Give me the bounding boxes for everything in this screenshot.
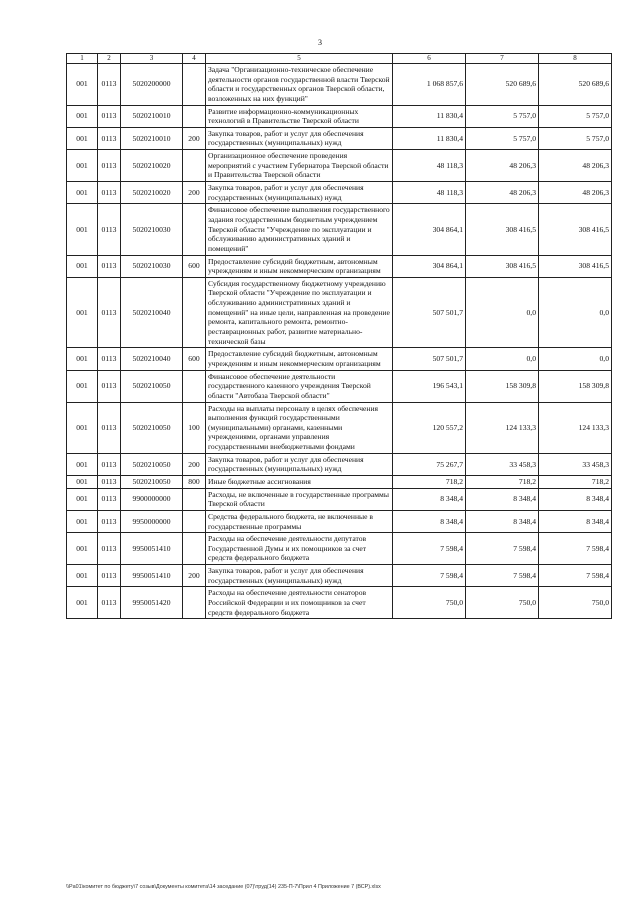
amount-col7-cell: 48 206,3 bbox=[466, 150, 539, 182]
table-row bbox=[67, 475, 612, 488]
table-row bbox=[67, 370, 612, 402]
section-code-cell: 0113 bbox=[98, 182, 121, 204]
target-article-cell: 5020210030 bbox=[121, 255, 183, 277]
admin-code-cell: 001 bbox=[67, 587, 98, 619]
section-code-cell: 0113 bbox=[98, 64, 121, 106]
expense-type-cell bbox=[183, 150, 206, 182]
expense-type-cell: 200 bbox=[183, 565, 206, 587]
table-row bbox=[67, 127, 612, 149]
amount-col7-cell: 8 348,4 bbox=[466, 488, 539, 510]
amount-col7-cell: 308 416,5 bbox=[466, 255, 539, 277]
table-row bbox=[67, 64, 612, 106]
admin-code-cell: 001 bbox=[67, 475, 98, 488]
page-number: 3 bbox=[318, 38, 322, 47]
admin-code-cell: 001 bbox=[67, 533, 98, 565]
section-code-cell: 0113 bbox=[98, 402, 121, 453]
amount-col6-cell: 48 118,3 bbox=[393, 182, 466, 204]
target-article-cell: 5020210010 bbox=[121, 127, 183, 149]
section-code-cell: 0113 bbox=[98, 277, 121, 347]
description-cell: Организационное обеспечение проведения мероприятий с участием Губернатора Тверской области и Правительства Тверской области bbox=[206, 150, 393, 182]
amount-col6-cell: 11 830,4 bbox=[393, 105, 466, 127]
expense-type-cell bbox=[183, 370, 206, 402]
amount-col7-cell: 124 133,3 bbox=[466, 402, 539, 453]
description-cell: Развитие информационно-коммуникационных технологий в Правительстве Тверской области bbox=[206, 105, 393, 127]
header-cell: 1 bbox=[67, 54, 98, 64]
header-cell: 7 bbox=[466, 54, 539, 64]
description-cell: Иные бюджетные ассигнования bbox=[206, 475, 393, 488]
amount-col7-cell: 33 458,3 bbox=[466, 453, 539, 475]
table-row bbox=[67, 453, 612, 475]
amount-col8-cell: 750,0 bbox=[539, 587, 612, 619]
amount-col6-cell: 75 267,7 bbox=[393, 453, 466, 475]
amount-col6-cell: 11 830,4 bbox=[393, 127, 466, 149]
description-cell: Закупка товаров, работ и услуг для обеспечения государственных (муниципальных) нужд bbox=[206, 182, 393, 204]
description-cell: Финансовое обеспечение деятельности государственного казенного учреждения Тверской области "Автобаза Тверской области" bbox=[206, 370, 393, 402]
amount-col6-cell: 7 598,4 bbox=[393, 565, 466, 587]
description-cell: Задача "Организационно-техническое обеспечение деятельности органов государственной власти Тверской области и государственных органов Тверской области, возложенных на них функций" bbox=[206, 64, 393, 106]
table-row bbox=[67, 277, 612, 347]
target-article-cell: 9950051420 bbox=[121, 587, 183, 619]
amount-col7-cell: 0,0 bbox=[466, 348, 539, 370]
target-article-cell: 5020210030 bbox=[121, 204, 183, 255]
expense-type-cell bbox=[183, 277, 206, 347]
table-row bbox=[67, 204, 612, 255]
expense-type-cell bbox=[183, 64, 206, 106]
header-cell: 6 bbox=[393, 54, 466, 64]
amount-col6-cell: 8 348,4 bbox=[393, 488, 466, 510]
amount-col7-cell: 308 416,5 bbox=[466, 204, 539, 255]
amount-col8-cell: 0,0 bbox=[539, 348, 612, 370]
header-cell: 4 bbox=[183, 54, 206, 64]
description-cell: Закупка товаров, работ и услуг для обеспечения государственных (муниципальных) нужд bbox=[206, 127, 393, 149]
section-code-cell: 0113 bbox=[98, 370, 121, 402]
budget-table bbox=[66, 53, 612, 619]
amount-col8-cell: 5 757,0 bbox=[539, 127, 612, 149]
amount-col7-cell: 48 206,3 bbox=[466, 182, 539, 204]
admin-code-cell: 001 bbox=[67, 150, 98, 182]
amount-col8-cell: 308 416,5 bbox=[539, 204, 612, 255]
expense-type-cell: 200 bbox=[183, 127, 206, 149]
expense-type-cell: 200 bbox=[183, 182, 206, 204]
expense-type-cell bbox=[183, 510, 206, 532]
description-cell: Расходы на выплаты персоналу в целях обеспечения выполнения функций государственными (муниципальными) органами, казенными учреждениями, органами управления государственными внебюджетными фондами bbox=[206, 402, 393, 453]
amount-col6-cell: 304 864,1 bbox=[393, 255, 466, 277]
admin-code-cell: 001 bbox=[67, 255, 98, 277]
amount-col8-cell: 124 133,3 bbox=[539, 402, 612, 453]
amount-col7-cell: 158 309,8 bbox=[466, 370, 539, 402]
table-row bbox=[67, 533, 612, 565]
admin-code-cell: 001 bbox=[67, 64, 98, 106]
amount-col7-cell: 520 689,6 bbox=[466, 64, 539, 106]
table-header-row bbox=[67, 54, 612, 64]
table-row bbox=[67, 402, 612, 453]
admin-code-cell: 001 bbox=[67, 182, 98, 204]
section-code-cell: 0113 bbox=[98, 510, 121, 532]
amount-col8-cell: 33 458,3 bbox=[539, 453, 612, 475]
target-article-cell: 5020210020 bbox=[121, 182, 183, 204]
amount-col6-cell: 750,0 bbox=[393, 587, 466, 619]
amount-col6-cell: 120 557,2 bbox=[393, 402, 466, 453]
amount-col8-cell: 7 598,4 bbox=[539, 533, 612, 565]
target-article-cell: 9950051410 bbox=[121, 565, 183, 587]
amount-col6-cell: 718,2 bbox=[393, 475, 466, 488]
section-code-cell: 0113 bbox=[98, 565, 121, 587]
amount-col6-cell: 7 598,4 bbox=[393, 533, 466, 565]
admin-code-cell: 001 bbox=[67, 204, 98, 255]
description-cell: Предоставление субсидий бюджетным, автономным учреждениям и иным некоммерческим организациям bbox=[206, 255, 393, 277]
expense-type-cell bbox=[183, 488, 206, 510]
section-code-cell: 0113 bbox=[98, 105, 121, 127]
table-row bbox=[67, 255, 612, 277]
file-path-footer: \\Pa01\комитет по бюджету\7 созыв\Документы комитета\14 заседание (07)\труд(14) 235-П-7\Прил 4 Приложение 7 (ВСР).xlsx bbox=[66, 884, 381, 890]
amount-col8-cell: 8 348,4 bbox=[539, 510, 612, 532]
target-article-cell: 5020210040 bbox=[121, 277, 183, 347]
target-article-cell: 9950051410 bbox=[121, 533, 183, 565]
amount-col8-cell: 0,0 bbox=[539, 277, 612, 347]
amount-col6-cell: 48 118,3 bbox=[393, 150, 466, 182]
table-row bbox=[67, 488, 612, 510]
amount-col6-cell: 196 543,1 bbox=[393, 370, 466, 402]
amount-col6-cell: 304 864,1 bbox=[393, 204, 466, 255]
description-cell: Закупка товаров, работ и услуг для обеспечения государственных (муниципальных) нужд bbox=[206, 453, 393, 475]
description-cell: Средства федерального бюджета, не включенные в государственные программы bbox=[206, 510, 393, 532]
amount-col7-cell: 0,0 bbox=[466, 277, 539, 347]
table-row bbox=[67, 348, 612, 370]
amount-col8-cell: 7 598,4 bbox=[539, 565, 612, 587]
section-code-cell: 0113 bbox=[98, 150, 121, 182]
amount-col8-cell: 158 309,8 bbox=[539, 370, 612, 402]
section-code-cell: 0113 bbox=[98, 204, 121, 255]
amount-col7-cell: 750,0 bbox=[466, 587, 539, 619]
expense-type-cell bbox=[183, 105, 206, 127]
section-code-cell: 0113 bbox=[98, 348, 121, 370]
table-row bbox=[67, 150, 612, 182]
description-cell: Расходы, не включенные в государственные программы Тверской области bbox=[206, 488, 393, 510]
section-code-cell: 0113 bbox=[98, 255, 121, 277]
target-article-cell: 5020210040 bbox=[121, 348, 183, 370]
header-cell: 5 bbox=[206, 54, 393, 64]
amount-col8-cell: 308 416,5 bbox=[539, 255, 612, 277]
expense-type-cell bbox=[183, 587, 206, 619]
amount-col7-cell: 8 348,4 bbox=[466, 510, 539, 532]
expense-type-cell: 800 bbox=[183, 475, 206, 488]
expense-type-cell bbox=[183, 533, 206, 565]
admin-code-cell: 001 bbox=[67, 565, 98, 587]
table-row bbox=[67, 105, 612, 127]
table-row bbox=[67, 510, 612, 532]
section-code-cell: 0113 bbox=[98, 587, 121, 619]
header-cell: 8 bbox=[539, 54, 612, 64]
expense-type-cell: 600 bbox=[183, 348, 206, 370]
admin-code-cell: 001 bbox=[67, 453, 98, 475]
target-article-cell: 5020210010 bbox=[121, 105, 183, 127]
admin-code-cell: 001 bbox=[67, 402, 98, 453]
amount-col7-cell: 718,2 bbox=[466, 475, 539, 488]
expense-type-cell bbox=[183, 204, 206, 255]
section-code-cell: 0113 bbox=[98, 475, 121, 488]
section-code-cell: 0113 bbox=[98, 453, 121, 475]
amount-col7-cell: 5 757,0 bbox=[466, 105, 539, 127]
amount-col8-cell: 520 689,6 bbox=[539, 64, 612, 106]
amount-col8-cell: 48 206,3 bbox=[539, 182, 612, 204]
admin-code-cell: 001 bbox=[67, 348, 98, 370]
expense-type-cell: 200 bbox=[183, 453, 206, 475]
admin-code-cell: 001 bbox=[67, 488, 98, 510]
target-article-cell: 9900000000 bbox=[121, 488, 183, 510]
expense-type-cell: 600 bbox=[183, 255, 206, 277]
amount-col6-cell: 8 348,4 bbox=[393, 510, 466, 532]
description-cell: Закупка товаров, работ и услуг для обеспечения государственных (муниципальных) нужд bbox=[206, 565, 393, 587]
target-article-cell: 5020210050 bbox=[121, 475, 183, 488]
amount-col7-cell: 5 757,0 bbox=[466, 127, 539, 149]
description-cell: Расходы на обеспечение деятельности депутатов Государственной Думы и их помощников за счет средств федерального бюджета bbox=[206, 533, 393, 565]
table-row bbox=[67, 182, 612, 204]
amount-col6-cell: 507 501,7 bbox=[393, 277, 466, 347]
description-cell: Субсидия государственному бюджетному учреждению Тверской области "Учреждение по эксплуатации и обслуживанию административных зданий и помещений" на иные цели, направленная на проведение ремонта, капитального ремонта, ремонтно-реставрационных работ, развитие материально-технической базы bbox=[206, 277, 393, 347]
amount-col7-cell: 7 598,4 bbox=[466, 533, 539, 565]
admin-code-cell: 001 bbox=[67, 510, 98, 532]
target-article-cell: 5020210020 bbox=[121, 150, 183, 182]
admin-code-cell: 001 bbox=[67, 105, 98, 127]
amount-col7-cell: 7 598,4 bbox=[466, 565, 539, 587]
target-article-cell: 9950000000 bbox=[121, 510, 183, 532]
section-code-cell: 0113 bbox=[98, 127, 121, 149]
amount-col6-cell: 1 068 857,6 bbox=[393, 64, 466, 106]
amount-col8-cell: 5 757,0 bbox=[539, 105, 612, 127]
description-cell: Расходы на обеспечение деятельности сенаторов Российской Федерации и их помощников за счет средств федерального бюджета bbox=[206, 587, 393, 619]
target-article-cell: 5020200000 bbox=[121, 64, 183, 106]
section-code-cell: 0113 bbox=[98, 488, 121, 510]
admin-code-cell: 001 bbox=[67, 370, 98, 402]
section-code-cell: 0113 bbox=[98, 533, 121, 565]
target-article-cell: 5020210050 bbox=[121, 370, 183, 402]
amount-col8-cell: 8 348,4 bbox=[539, 488, 612, 510]
amount-col8-cell: 48 206,3 bbox=[539, 150, 612, 182]
amount-col6-cell: 507 501,7 bbox=[393, 348, 466, 370]
description-cell: Предоставление субсидий бюджетным, автономным учреждениям и иным некоммерческим организациям bbox=[206, 348, 393, 370]
admin-code-cell: 001 bbox=[67, 277, 98, 347]
target-article-cell: 5020210050 bbox=[121, 402, 183, 453]
expense-type-cell: 100 bbox=[183, 402, 206, 453]
header-cell: 2 bbox=[98, 54, 121, 64]
table-row bbox=[67, 587, 612, 619]
admin-code-cell: 001 bbox=[67, 127, 98, 149]
target-article-cell: 5020210050 bbox=[121, 453, 183, 475]
table-row bbox=[67, 565, 612, 587]
amount-col8-cell: 718,2 bbox=[539, 475, 612, 488]
header-cell: 3 bbox=[121, 54, 183, 64]
description-cell: Финансовое обеспечение выполнения государственного задания государственным бюджетным учреждением Тверской области "Учреждение по эксплуатации и обслуживанию административных зданий и помещений" bbox=[206, 204, 393, 255]
